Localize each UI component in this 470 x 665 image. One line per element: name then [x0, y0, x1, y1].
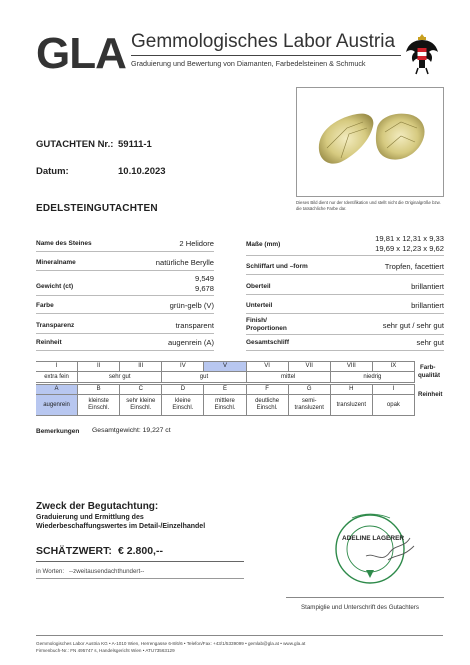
crown-label: Oberteil [246, 283, 271, 290]
clarity-term-line: kleine [175, 398, 191, 404]
mineral-name-value: natürliche Berylle [155, 258, 214, 267]
clarity-term-line: Einschl. [88, 405, 110, 411]
clarity-grade-f: F [247, 385, 289, 394]
clarity-scale-label: Reinheit [418, 391, 443, 398]
words-value: --zweitausendachthundert-- [69, 568, 145, 575]
clarity-term-8 [331, 395, 373, 415]
clarity-term-line: deutliche [255, 398, 280, 404]
clarity-grade-b: B [78, 385, 120, 394]
row-divider [246, 350, 444, 351]
color-grade-5: V [204, 362, 246, 371]
color-grade-9: IX [373, 362, 415, 371]
dimensions-label: Maße (mm) [246, 241, 281, 248]
lab-title: Gemmologisches Labor Austria [131, 31, 396, 52]
report-date-label: Datum: [36, 166, 69, 177]
clarity-term-line: Einschl. [172, 405, 194, 411]
clarity-grade-i: I [373, 385, 415, 394]
row-divider [36, 251, 214, 252]
row-divider [36, 350, 214, 351]
transparency-value: transparent [175, 321, 214, 330]
signature-line [286, 597, 444, 598]
color-grade-8: VIII [331, 362, 373, 371]
clarity-grade-h: H [331, 385, 373, 394]
color-grade-3: III [120, 362, 162, 371]
finish-value: sehr gut / sehr gut [382, 321, 444, 330]
row-divider [36, 313, 214, 314]
crown-value: brillantiert [411, 282, 444, 291]
finish-label: Finish/ [246, 317, 267, 324]
cut-shape-value: Tropfen, facettiert [384, 262, 444, 271]
row-divider [246, 255, 444, 256]
overall-cut-value: sehr gut [416, 338, 444, 347]
clarity-grade-g: G [289, 385, 331, 394]
clarity-term-5 [204, 395, 246, 415]
proportions-label: Proportionen [246, 325, 287, 332]
color-scale-label: Farb- [420, 364, 436, 371]
clarity-term-line: Einschl. [256, 405, 278, 411]
row-divider [246, 294, 444, 295]
clarity-term-6 [247, 395, 289, 415]
clarity-value: augenrein (A) [167, 338, 214, 347]
color-grade-7: VII [289, 362, 331, 371]
report-title: EDELSTEINGUTACHTEN [36, 203, 158, 214]
weight-label: Gewicht (ct) [36, 283, 74, 290]
clarity-term-line: Einschl. [214, 405, 236, 411]
clarity-grade-d: D [162, 385, 204, 394]
transparency-label: Transparenz [36, 322, 75, 329]
clarity-term-3 [120, 395, 162, 415]
lab-subtitle: Graduierung und Bewertung von Diamanten, Farbedelsteinen & Schmuck [131, 59, 366, 68]
clarity-grade-c: C [120, 385, 162, 394]
clarity-term-line: sehr kleine [126, 398, 156, 404]
austrian-eagle-icon [404, 30, 440, 76]
pavilion-value: brillantiert [411, 301, 444, 310]
row-divider [246, 334, 444, 335]
valuation-label: SCHÄTZWERT: [36, 545, 112, 557]
footer-registration: Firmenbuch-Nr.: FN 495747 s, Handelsgericht Wien • ATU73563129 [36, 648, 175, 653]
valuation-rule [36, 561, 244, 562]
footer-address: Gemmologisches Labor Austria KG • A-1010 Wien, Herrengasse 6-8/6/6 • Telefon/Fax: +43/1/5339099 • gemlab@gla.at • www.gla.at [36, 641, 306, 646]
signature-caption: Stampiglie und Unterschrift des Gutachters [301, 604, 419, 611]
clarity-term-4 [162, 395, 204, 415]
row-divider [36, 333, 214, 334]
valuation-amount: € 2.800,-- [118, 545, 163, 557]
color-label: Farbe [36, 302, 54, 309]
overall-cut-label: Gesamtschliff [246, 339, 289, 346]
gemstone-photo [296, 87, 444, 197]
clarity-term-line: Einschl. [130, 405, 152, 411]
clarity-term-line: opak [386, 401, 400, 408]
words-rule [36, 578, 244, 579]
clarity-term-line: augenrein [43, 401, 70, 408]
report-date: 10.10.2023 [118, 166, 166, 177]
purpose-line-2: Wiederbeschaffungswertes im Detail-/Einzelhandel [36, 523, 206, 530]
mineral-name-label: Mineralname [36, 259, 76, 266]
color-group-4: mittel [247, 372, 331, 382]
words-label: in Worten: [36, 568, 65, 575]
header-rule [131, 55, 401, 56]
row-divider [36, 270, 214, 271]
clarity-term-2 [78, 395, 120, 415]
lab-stamp-icon [330, 508, 430, 590]
purpose-title: Zweck der Begutachtung: [36, 501, 159, 512]
report-number: 59111-1 [118, 139, 152, 150]
clarity-term-line: transluzent [336, 401, 366, 408]
remarks-label: Bemerkungen [36, 428, 80, 435]
dimensions-value-1: 19,81 x 12,31 x 9,33 [375, 234, 444, 243]
color-grade-4: IV [162, 362, 204, 371]
color-group-1: extra fein [36, 372, 78, 382]
stamp-name: ADELINE LAGERER [342, 535, 405, 542]
clarity-term-9 [373, 395, 415, 415]
clarity-scale [36, 384, 415, 416]
clarity-term-line: kleinste [88, 398, 109, 404]
row-divider [246, 274, 444, 275]
clarity-term-line: semi- [301, 398, 317, 404]
color-group-5: niedrig [331, 372, 415, 382]
clarity-term-line: transluzent [294, 405, 324, 411]
color-value: grün-gelb (V) [169, 301, 214, 310]
pavilion-label: Unterteil [246, 302, 273, 309]
report-number-label: GUTACHTEN Nr.: [36, 139, 114, 150]
clarity-term-line: mittlere [215, 398, 235, 404]
weight-value-1: 9,549 [194, 274, 214, 283]
clarity-term-7 [289, 395, 331, 415]
row-divider [246, 313, 444, 314]
remarks-text: Gesamtgewicht: 19,227 ct [92, 427, 171, 434]
color-group-2: sehr gut [78, 372, 162, 382]
cut-shape-label: Schliffart und –form [246, 263, 308, 270]
color-grade-1: I [36, 362, 78, 371]
color-group-3: gut [162, 372, 246, 382]
dimensions-value-2: 19,69 x 12,23 x 9,62 [375, 244, 444, 253]
clarity-term-1 [36, 395, 78, 415]
stone-name-label: Name des Steines [36, 240, 92, 247]
footer-rule [36, 635, 443, 636]
clarity-grade-e: E [204, 385, 246, 394]
color-quality-scale [36, 361, 415, 383]
purpose-line-1: Graduierung und Ermittlung des [36, 514, 144, 521]
gla-logo: GLA [36, 29, 126, 78]
row-divider [36, 295, 214, 296]
color-grade-2: II [78, 362, 120, 371]
color-grade-6: VI [247, 362, 289, 371]
photo-caption: Dieses Bild dient nur der Identifikation und stellt nicht die Originalgröße bzw. die tatsächliche Farbe dar. [296, 200, 441, 211]
clarity-grade-a: A [36, 385, 78, 394]
stone-name-value: 2 Helidore [179, 239, 214, 248]
clarity-label: Reinheit [36, 339, 62, 346]
weight-value-2: 9,678 [194, 284, 214, 293]
gemstones-image [297, 88, 443, 196]
color-scale-label-2: qualität [418, 372, 441, 379]
